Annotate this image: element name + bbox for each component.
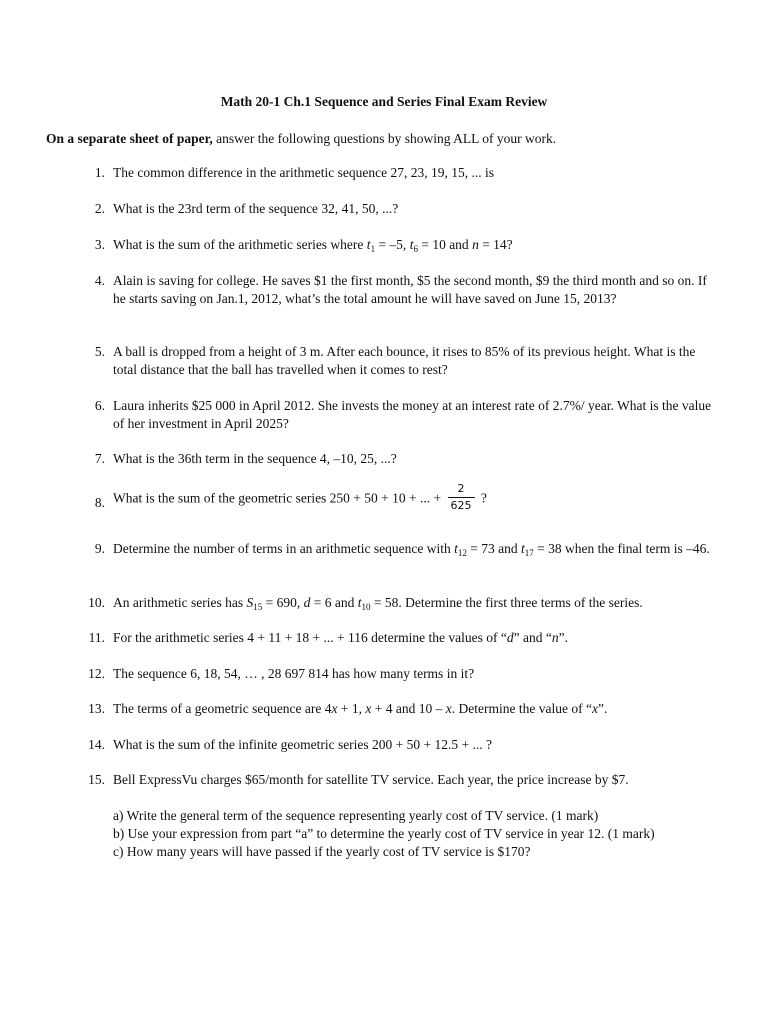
- question-number: 12.: [88, 666, 105, 681]
- question-text: A ball is dropped from a height of 3 m. After each bounce, it rises to 85% of its previous height. What is the total distance that the ball has travelled when it comes to rest?: [113, 344, 696, 377]
- question-number: 11.: [88, 630, 105, 645]
- question-text: What is the 36th term in the sequence 4, –10, 25, ...?: [113, 451, 397, 466]
- question-text: What is the 23rd term of the sequence 32, 41, 50, ...?: [113, 201, 399, 216]
- instructions: [46, 130, 736, 147]
- question-number: 3.: [94, 237, 105, 252]
- question-number: 15.: [88, 772, 105, 787]
- question-text: Laura inherits $25 000 in April 2012. She invests the money at an interest rate of 2.7%/ year. What is the value of her investment in April 2025?: [113, 398, 712, 431]
- question-number: 6.: [94, 398, 105, 413]
- page-title: Math 20-1 Ch.1 Sequence and Series Final Exam Review: [220, 94, 548, 109]
- question-text: For the arithmetic series 4 + 11 + 18 + ... + 116 determine the values of “d” and “n”.: [113, 630, 568, 645]
- question-text: What is the sum of the infinite geometric series 200 + 50 + 12.5 + ... ?: [113, 737, 493, 752]
- question-text: Bell ExpressVu charges $65/month for satellite TV service. Each year, the price increase by $7.: [113, 772, 629, 787]
- instructions-bold: On a separate sheet of paper,: [46, 131, 213, 146]
- instructions-text: answer the following questions by showing ALL of your work.: [212, 131, 557, 146]
- question-text: What is the sum of the geometric series 250 + 50 + 10 + ... + $\frac{2}{625}$ ?: [113, 482, 487, 512]
- question-number: 5.: [94, 344, 105, 359]
- subpart-b: b) Use your expression from part “a” to determine the yearly cost of TV service in year 12. (1 mark): [113, 826, 655, 841]
- fraction: $\frac{2}{625}$: [448, 482, 475, 513]
- question-text: An arithmetic series has $S_{15} = 690$, d = 6 and $t_{10} = 58$. Determine the first three terms of the series.: [113, 595, 643, 612]
- question-number: 8.: [94, 495, 105, 510]
- question-number: 9.: [94, 541, 105, 556]
- question-text: What is the sum of the arithmetic series where $t_1 = -5$, $t_6 = 10$ and n = 14?: [113, 237, 513, 254]
- question-number: 1.: [94, 165, 105, 180]
- question-text: The terms of a geometric sequence are 4x + 1, x + 4 and 10 – x. Determine the value of “x”.: [113, 701, 608, 716]
- question-number: 13.: [88, 701, 105, 716]
- question-text: The common difference in the arithmetic sequence 27, 23, 19, 15, ... is: [113, 165, 495, 180]
- subpart-c: c) How many years will have passed if the yearly cost of TV service is $170?: [113, 844, 531, 859]
- question-number: 14.: [88, 737, 105, 752]
- question-number: 7.: [94, 451, 105, 466]
- question-number: 10.: [88, 595, 105, 610]
- subpart-a: a) Write the general term of the sequence representing yearly cost of TV service. (1 mark): [113, 808, 599, 823]
- question-text: The sequence 6, 18, 54, … , 28 697 814 has how many terms in it?: [113, 666, 475, 681]
- question-text: Alain is saving for college. He saves $1 the first month, $5 the second month, $9 the third month and so on. If he starts saving on Jan.1, 2012, what’s the total amount he will have saved on June 15, 2013?: [113, 273, 707, 306]
- question-text: Determine the number of terms in an arithmetic sequence with $t_{12} = 73$ and $t_{17} = 38$ when the final term is –46.: [113, 541, 710, 558]
- question-number: 4.: [94, 273, 105, 288]
- question-number: 2.: [94, 201, 105, 216]
